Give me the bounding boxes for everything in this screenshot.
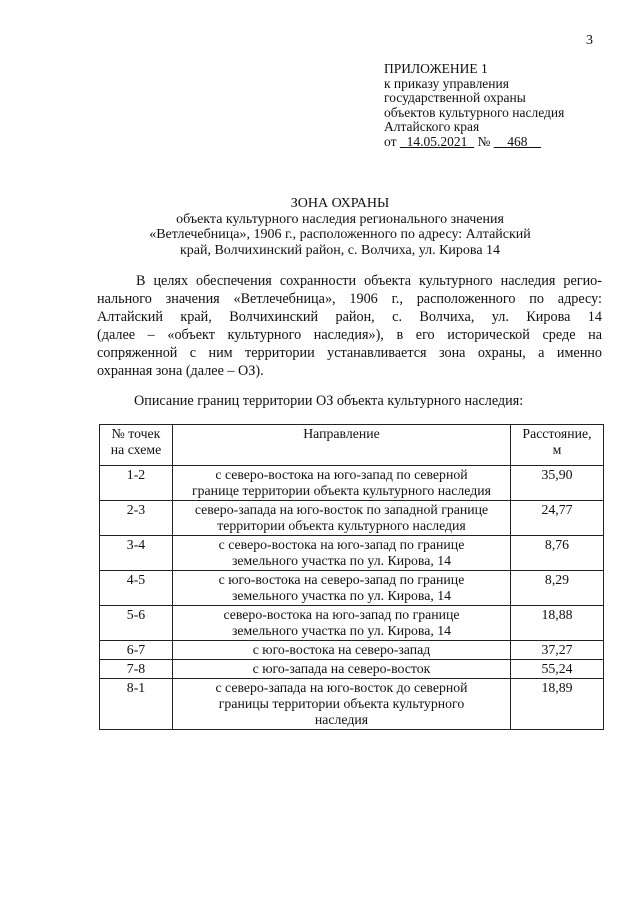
direction-line: границы территории объекта культурного — [218, 696, 465, 711]
appendix-title: ПРИЛОЖЕНИЕ 1 — [384, 61, 488, 76]
table-row — [100, 641, 604, 660]
direction-line: с северо-востока на юго-запад по северной — [215, 467, 468, 482]
point-range-cell: 1-2 — [100, 466, 173, 501]
header-direction: Направление — [173, 425, 511, 466]
date-prefix: от — [384, 133, 397, 149]
header-distance: Расстояние, м — [511, 425, 604, 466]
table-row — [100, 606, 604, 641]
distance-cell: 8,29 — [511, 571, 604, 606]
point-range-cell: 6-7 — [100, 641, 173, 660]
direction-cell — [173, 501, 511, 536]
direction-line: территории объекта культурного наследия — [217, 518, 466, 533]
distance-cell: 55,24 — [511, 660, 604, 679]
order-number: 468 — [507, 133, 528, 149]
distance-cell: 35,90 — [511, 466, 604, 501]
point-range-cell: 8-1 — [100, 679, 173, 730]
distance-cell: 37,27 — [511, 641, 604, 660]
direction-line: северо-запада на юго-восток по западной границе — [194, 502, 489, 517]
direction-line: земельного участка по ул. Кирова, 14 — [231, 588, 452, 603]
direction-cell — [173, 466, 511, 501]
table-row — [100, 536, 604, 571]
direction-line: земельного участка по ул. Кирова, 14 — [231, 623, 452, 638]
table-caption: Описание границ территории ОЗ объекта культурного наследия: — [134, 393, 524, 409]
table-row — [100, 679, 604, 730]
boundary-table — [99, 424, 604, 730]
point-range-cell: 4-5 — [100, 571, 173, 606]
direction-cell — [173, 641, 511, 660]
table-row — [100, 660, 604, 679]
appendix-line: объектов культурного наследия — [384, 104, 565, 120]
direction-line: с юго-востока на северо-запад по границе — [218, 572, 465, 587]
paragraph-line: В целях обеспечения сохранности объекта культурного наследия регио- — [136, 273, 602, 289]
intro-paragraph — [97, 272, 602, 380]
document-heading — [100, 196, 580, 258]
table-header-row — [100, 425, 604, 466]
direction-cell — [173, 606, 511, 641]
heading-line: край, Волчихинский район, с. Волчиха, ул. Кирова 14 — [179, 242, 501, 258]
heading-line: «Ветлечебница», 1906 г., расположенного по адресу: Алтайский — [149, 227, 531, 242]
distance-cell: 18,88 — [511, 606, 604, 641]
direction-cell — [173, 536, 511, 571]
table-row — [100, 501, 604, 536]
appendix-line: к приказу управления — [384, 75, 509, 91]
direction-line: северо-востока на юго-запад по границе — [223, 607, 460, 622]
point-range-cell: 5-6 — [100, 606, 173, 641]
order-date: 14.05.2021 — [406, 133, 468, 149]
paragraph-line: Алтайский край, Волчихинский район, с. Волчиха, ул. Кирова 14 — [97, 309, 602, 325]
point-range-cell: 7-8 — [100, 660, 173, 679]
paragraph-line: нального значения «Ветлечебница», 1906 г., расположенного по адресу: — [97, 291, 602, 307]
direction-cell — [173, 679, 511, 730]
distance-cell: 24,77 — [511, 501, 604, 536]
table-body — [100, 466, 604, 730]
distance-cell: 18,89 — [511, 679, 604, 730]
direction-line: наследия — [314, 712, 369, 727]
direction-line: земельного участка по ул. Кирова, 14 — [231, 553, 452, 568]
appendix-date-line — [384, 135, 564, 150]
distance-cell: 8,76 — [511, 536, 604, 571]
direction-line: границе территории объекта культурного наследия — [192, 483, 491, 498]
appendix-line: Алтайского края — [384, 119, 480, 134]
paragraph-line: охранная зона (далее – ОЗ). — [97, 363, 264, 379]
number-prefix: № — [477, 133, 491, 149]
direction-line: с юго-востока на северо-запад — [252, 642, 431, 657]
heading-title: ЗОНА ОХРАНЫ — [290, 196, 390, 211]
header-num: № точек на схеме — [100, 425, 173, 466]
paragraph-line: сопряженной с ним территории устанавливается зона охраны, а именно — [97, 345, 602, 361]
point-range-cell: 3-4 — [100, 536, 173, 571]
appendix-line: государственной охраны — [384, 90, 526, 105]
heading-line: объекта культурного наследия регионального значения — [176, 211, 504, 227]
direction-line: с северо-запада на юго-восток до северной — [215, 680, 468, 695]
table-row — [100, 466, 604, 501]
direction-cell — [173, 571, 511, 606]
page-number: 3 — [586, 33, 593, 48]
direction-cell — [173, 660, 511, 679]
point-range-cell: 2-3 — [100, 501, 173, 536]
direction-line: с юго-запада на северо-восток — [252, 661, 431, 676]
appendix-block — [384, 62, 564, 149]
paragraph-line: (далее – «объект культурного наследия»), в его исторической среде на — [97, 327, 602, 343]
table-row — [100, 571, 604, 606]
direction-line: с северо-востока на юго-запад по границе — [218, 537, 465, 552]
